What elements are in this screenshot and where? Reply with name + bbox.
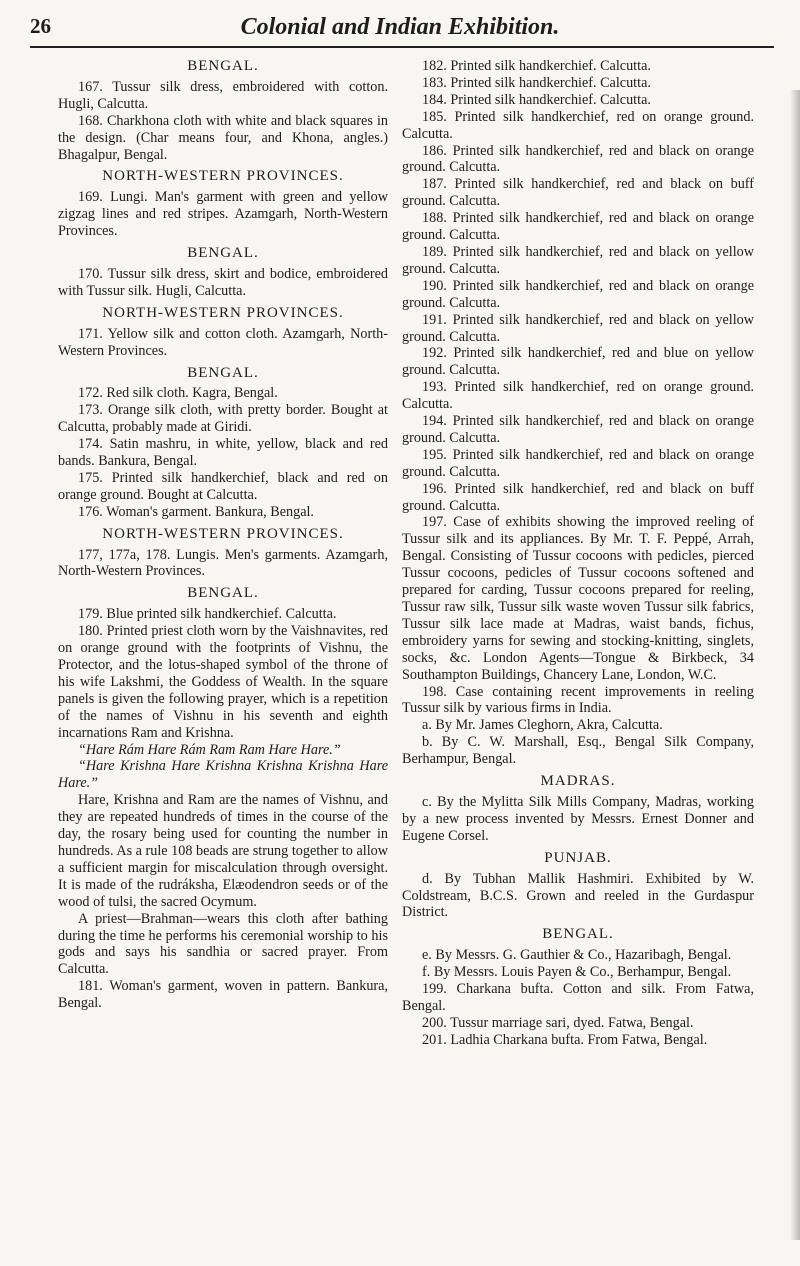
catalogue-entry: 169. Lungi. Man's garment with green and yellow zigzag lines and red stripes. Azamgarh, North-Western Provinces. (58, 189, 388, 240)
catalogue-entry: 180. Printed priest cloth worn by the Vaishnavites, red on orange ground with the footprints of Vishnu, the Protector, and the lotus-shaped symbol of the throne of his wife Lakshmi, the Goddess of Wealth. In the square panels is given the following prayer, which is a repetition of the names of Vishnu in his seventh and eighth incarnations Ram and Krishna. (58, 623, 388, 741)
section-heading: NORTH-WESTERN PROVINCES. (102, 304, 344, 321)
catalogue-entry: 193. Printed silk handkerchief, red on orange ground. Calcutta. (402, 379, 754, 413)
catalogue-entry: d. By Tubhan Mallik Hashmiri. Exhibited by W. Coldstream, B.C.S. Grown and reeled in the Gurdaspur District. (402, 870, 754, 921)
catalogue-entry: b. By C. W. Marshall, Esq., Bengal Silk Company, Berhampur, Bengal. (402, 734, 754, 768)
catalogue-entry: c. By the Mylitta Silk Mills Company, Madras, working by a new process invented by Messrs. Ernest Donner and Eugene Corsel. (402, 793, 754, 844)
catalogue-entry: 181. Woman's garment, woven in pattern. Bankura, Bengal. (58, 978, 388, 1012)
catalogue-entry: Hare, Krishna and Ram are the names of Vishnu, and they are repeated hundreds of times in the course of the day, the rosary being used for counting the number in hundreds. As a rule 108 beads are strung together to allow a sufficient margin for miscalculation through oversight. It is made of the rudráksha, Elæodendron seeds or of the wood of tulsi, the sacred Ocymum. (58, 792, 388, 910)
catalogue-entry: 196. Printed silk handkerchief, red and black on buff ground. Calcutta. (402, 480, 754, 514)
catalogue-entry: 192. Printed silk handkerchief, red and blue on yellow ground. Calcutta. (402, 345, 754, 379)
catalogue-entry: 172. Red silk cloth. Kagra, Bengal. (78, 385, 278, 402)
section-heading: BENGAL. (187, 585, 259, 602)
catalogue-entry: 174. Satin mashru, in white, yellow, black and red bands. Bankura, Bengal. (58, 436, 388, 470)
catalogue-entry: 183. Printed silk handkerchief. Calcutta. (422, 74, 651, 91)
catalogue-entry: 190. Printed silk handkerchief, red and black on orange ground. Calcutta. (402, 277, 754, 311)
catalogue-entry: 201. Ladhia Charkana bufta. From Fatwa, Bengal. (422, 1031, 708, 1048)
catalogue-entry: 197. Case of exhibits showing the improved reeling of Tussur silk and its appliances. By Mr. T. F. Peppé, Arrah, Bengal. Consisting of Tussur cocoons with pedicles, pierced Tussur cocoons, pedicles of Tussur cocoons softened and prepared for carding, Tussur cocoons prepared for reeling, Tussur raw silk, Tussur silk waste woven Tussur silk fabrics, Tussur silk lace made at Madras, waist bands, fichus, embroidery yarns for sewing and stocking-knitting, singlets, socks, &c. London Agents—Tongue & Birkbeck, 34 Southampton Buildings, Chancery Lane, London, W.C. (402, 514, 754, 683)
catalogue-entry: 167. Tussur silk dress, embroidered with cotton. Hugli, Calcutta. (58, 78, 388, 112)
catalogue-entry: 198. Case containing recent improvements in reeling Tussur silk by various firms in India. (402, 683, 754, 717)
catalogue-entry: 188. Printed silk handkerchief, red and black on orange ground. Calcutta. (402, 210, 754, 244)
catalogue-entry: 176. Woman's garment. Bankura, Bengal. (78, 503, 314, 520)
catalogue-entry: f. By Messrs. Louis Payen & Co., Berhampur, Bengal. (422, 964, 732, 981)
catalogue-entry: 184. Printed silk handkerchief. Calcutta. (422, 91, 651, 108)
catalogue-entry: 199. Charkana bufta. Cotton and silk. From Fatwa, Bengal. (402, 981, 754, 1014)
catalogue-entry: 200. Tussur marriage sari, dyed. Fatwa, Bengal. (422, 1014, 694, 1031)
section-heading: NORTH-WESTERN PROVINCES. (102, 525, 344, 542)
catalogue-entry: 195. Printed silk handkerchief, red and black on orange ground. Calcutta. (402, 446, 754, 480)
catalogue-entry: e. By Messrs. G. Gauthier & Co., Hazaribagh, Bengal. (422, 947, 732, 964)
catalogue-entry: a. By Mr. James Cleghorn, Akra, Calcutta. (422, 717, 663, 734)
catalogue-entry: 194. Printed silk handkerchief, red and black on orange ground. Calcutta. (402, 413, 754, 446)
catalogue-entry: “Hare Rám Hare Rám Ram Ram Hare Hare.” (78, 741, 341, 758)
catalogue-entry: “Hare Krishna Hare Krishna Krishna Krishna Hare Hare.” (58, 758, 388, 792)
catalogue-entry: 170. Tussur silk dress, skirt and bodice, embroidered with Tussur silk. Hugli, Calcutta. (58, 265, 388, 299)
catalogue-entry: 171. Yellow silk and cotton cloth. Azamgarh, North-Western Provinces. (58, 325, 388, 359)
right-column (402, 58, 754, 1049)
section-heading: BENGAL. (187, 245, 259, 262)
catalogue-entry: 175. Printed silk handkerchief, black and red on orange ground. Bought at Calcutta. (58, 469, 388, 503)
catalogue-entry: 189. Printed silk handkerchief, red and black on yellow ground. Calcutta. (402, 243, 754, 277)
catalogue-entry: 191. Printed silk handkerchief, red and black on yellow ground. Calcutta. (402, 311, 754, 345)
section-heading: MADRAS. (540, 773, 616, 790)
catalogue-entry: 187. Printed silk handkerchief, red and black on buff ground. Calcutta. (402, 176, 754, 210)
left-column (58, 58, 388, 1012)
section-heading: BENGAL. (187, 58, 259, 74)
catalogue-entry: 179. Blue printed silk handkerchief. Calcutta. (78, 606, 337, 623)
catalogue-entry: 177, 177a, 178. Lungis. Men's garments. Azamgarh, North-Western Provinces. (58, 546, 388, 580)
catalogue-entry: 168. Charkhona cloth with white and black squares in the design. (Char means four, and Khona, angles.) Bhagalpur, Bengal. (58, 112, 388, 163)
section-heading: BENGAL. (542, 926, 614, 943)
page-edge-shadow (790, 90, 800, 1240)
running-title: Colonial and Indian Exhibition. (240, 14, 560, 40)
section-heading: NORTH-WESTERN PROVINCES. (102, 168, 344, 185)
section-heading: BENGAL. (187, 364, 259, 381)
catalogue-entry: 182. Printed silk handkerchief. Calcutta. (422, 58, 651, 74)
page-number: 26 (30, 14, 51, 38)
catalogue-entry: 173. Orange silk cloth, with pretty border. Bought at Calcutta, probably made at Giridi. (58, 402, 388, 436)
catalogue-entry: A priest—Brahman—wears this cloth after bathing during the time he performs his ceremonial worship to his gods and says his sandhia or sacred prayer. From Calcutta. (58, 910, 388, 978)
catalogue-entry: 185. Printed silk handkerchief, red on orange ground. Calcutta. (402, 108, 754, 142)
header-rule (30, 46, 774, 48)
section-heading: PUNJAB. (544, 849, 612, 866)
catalogue-entry: 186. Printed silk handkerchief, red and black on orange ground. Calcutta. (402, 142, 754, 176)
